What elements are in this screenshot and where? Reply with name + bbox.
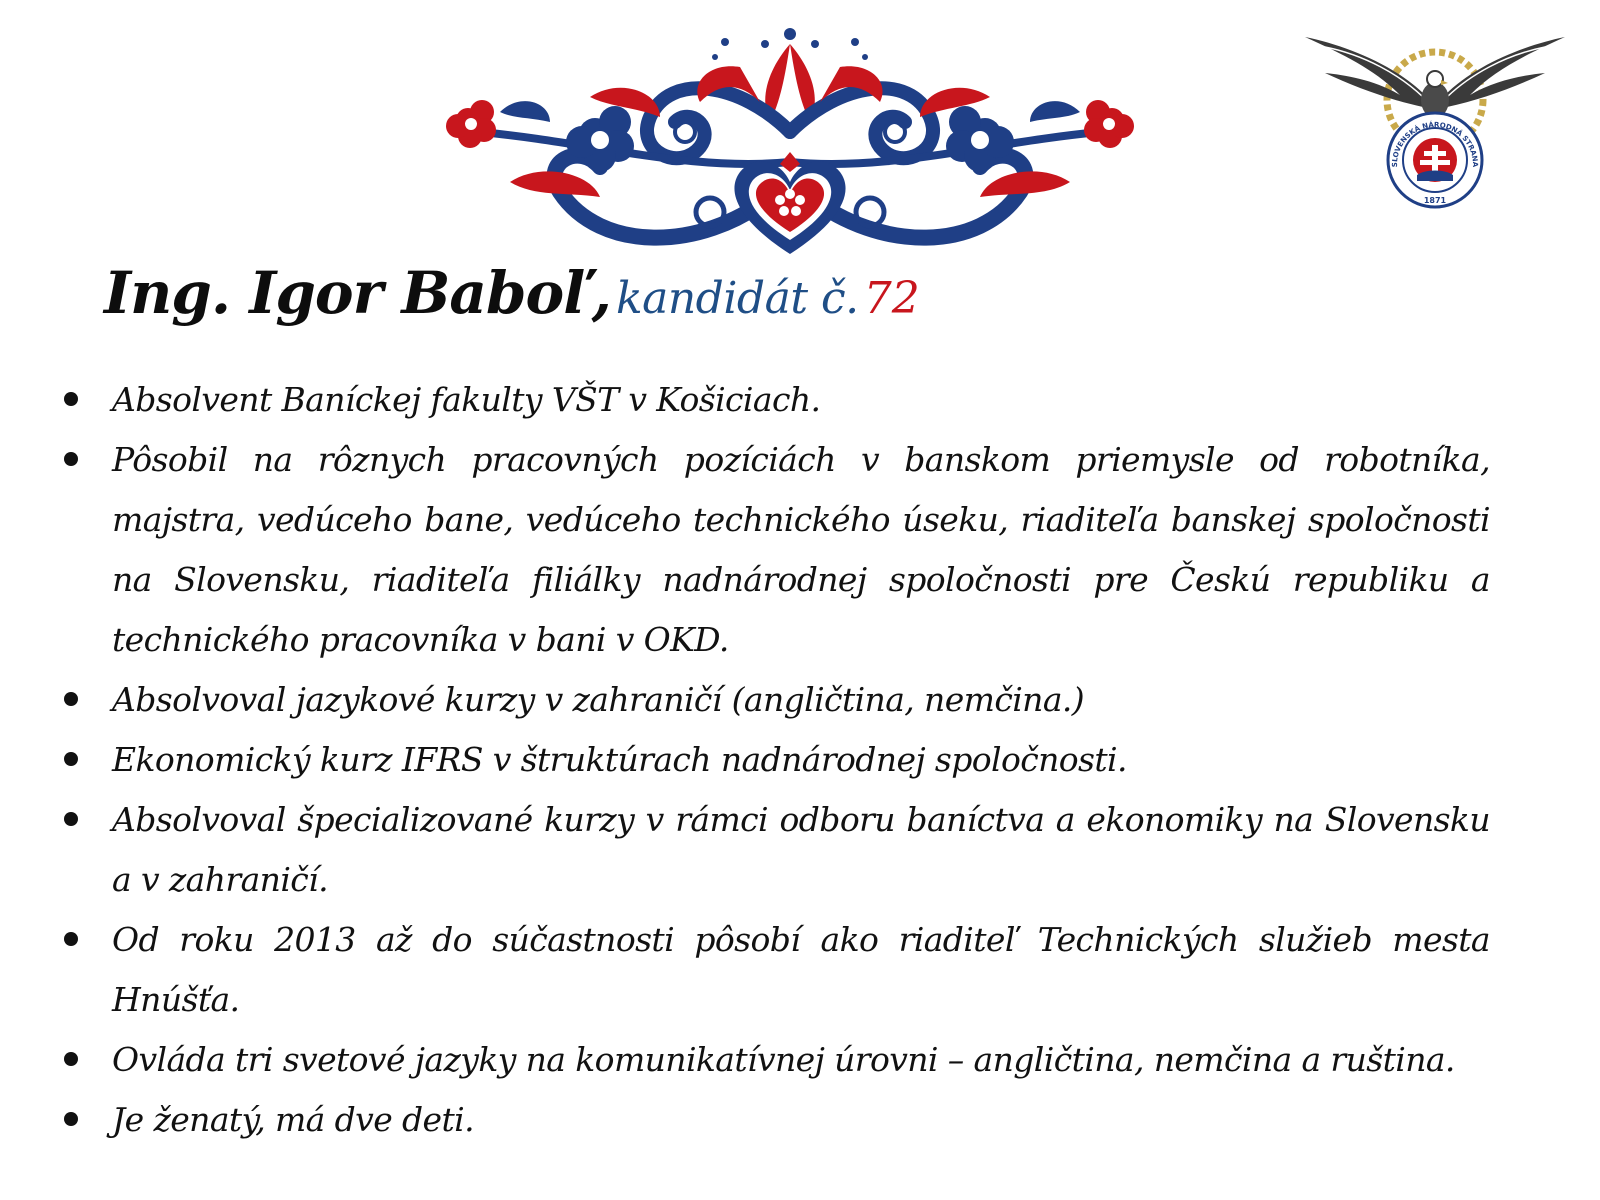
list-item [112,910,1490,1030]
list-item [112,1030,1490,1090]
emblem-year: 1871 [1423,196,1447,205]
emblem-arc-text: SLOVENSKÁ NÁRODNÁ STRANA [1390,120,1480,168]
bullet-icon [64,692,78,706]
folk-ornament-icon [440,22,1140,267]
bio-list [112,370,1490,1150]
list-item-text: Je ženatý, má dve deti. [112,1100,474,1139]
candidate-label: kandidát č. [615,273,859,324]
bullet-icon [64,1112,78,1126]
bullet-icon [64,812,78,826]
list-item [112,670,1490,730]
list-item-text: Ovláda tri svetové jazyky na komunikatívnej úrovni – angličtina, nemčina a ruština. [112,1040,1455,1079]
list-item-text: Absolvoval špecializované kurzy v rámci odboru baníctva a ekonomiky na Slovensku a v zahraničí. [112,800,1490,899]
bullet-icon [64,1052,78,1066]
list-item-text: Absolvent Baníckej fakulty VŠT v Košiciach. [112,380,821,419]
page-title [104,259,920,327]
list-item-text: Absolvoval jazykové kurzy v zahraničí (angličtina, nemčina.) [112,680,1085,719]
bullet-icon [64,752,78,766]
list-item [112,370,1490,430]
list-item-text: Od roku 2013 až do súčastnosti pôsobí ako riaditeľ Technických služieb mesta Hnúšťa. [112,920,1490,1019]
list-item-text: Pôsobil na rôznych pracovných pozíciách v banskom priemysle od robotníka, majstra, vedúceho bane, vedúceho technického úseku, riaditeľa banskej spoločnosti na Slovensku, riaditeľa filiálky nadnárodnej spoločnosti pre Českú republiku a technického pracovníka v bani v OKD. [112,440,1490,659]
bullet-icon [64,932,78,946]
candidate-name: Ing. Igor Baboľ, [104,259,611,327]
list-item [112,730,1490,790]
party-emblem-icon [1305,25,1565,215]
list-item-text: Ekonomický kurz IFRS v štruktúrach nadnárodnej spoločnosti. [112,740,1127,779]
list-item [112,790,1490,910]
list-item [112,1090,1490,1150]
list-item [112,430,1490,670]
bullet-icon [64,392,78,406]
bullet-icon [64,452,78,466]
candidate-number: 72 [863,273,920,324]
